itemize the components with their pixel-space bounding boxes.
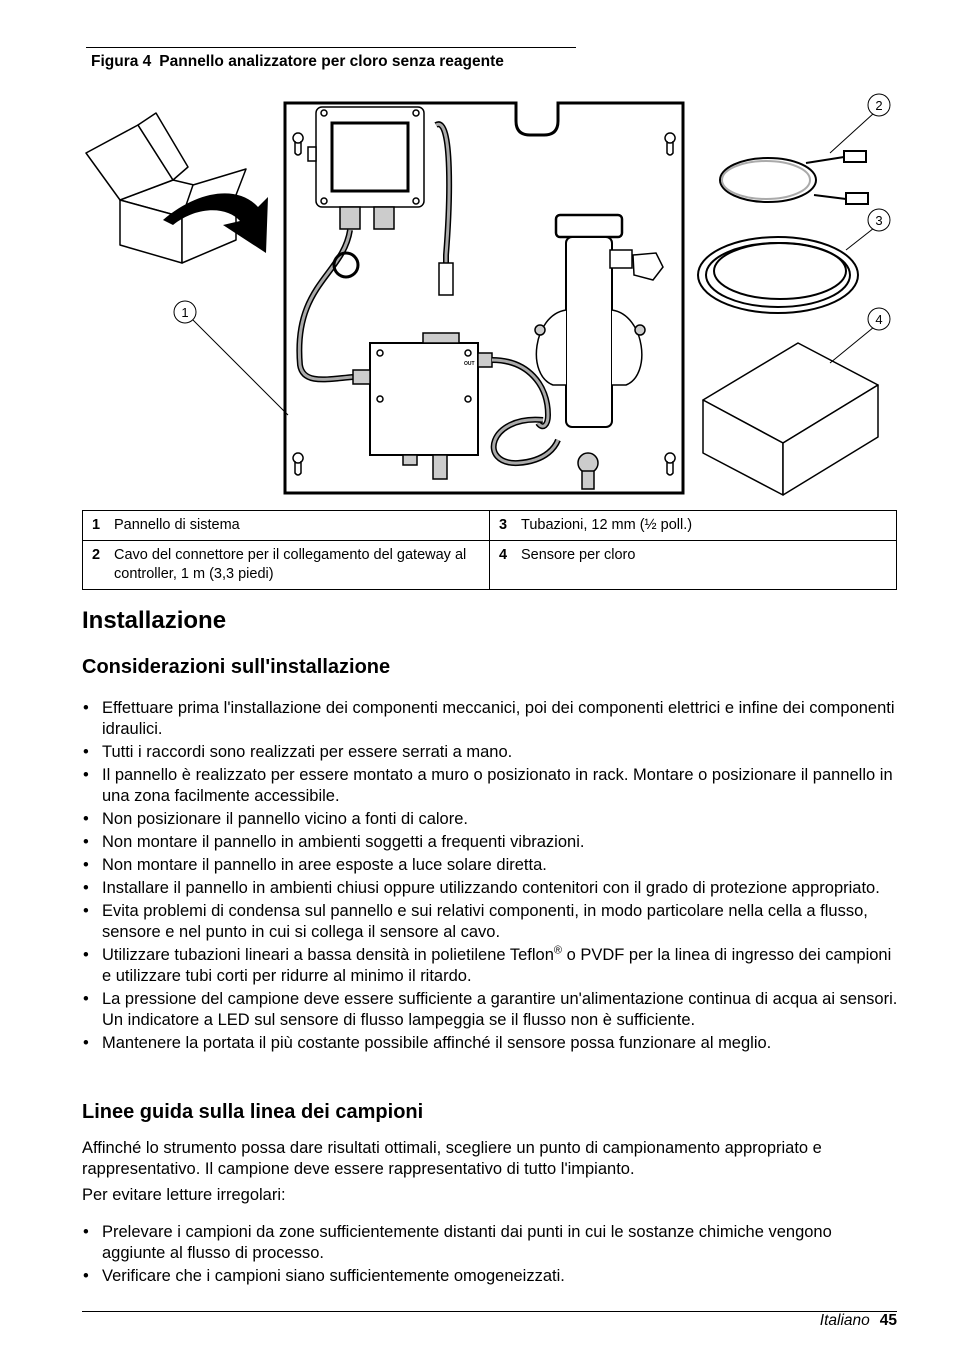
table-row <box>83 541 897 590</box>
list-item: • Verificare che i campioni siano sufficientemente omogeneizzati. <box>82 1266 898 1287</box>
list-item: • Prelevare i campioni da zone sufficientemente distanti dai punti in cui le sostanze chimiche vengono aggiunte al flusso di processo. <box>82 1222 898 1264</box>
figure-legend-table <box>82 510 897 590</box>
sample-line-list <box>82 1222 898 1289</box>
legend-number: 1 <box>92 517 101 533</box>
list-item: • Installare il pannello in ambienti chiusi oppure utilizzando contenitori con il grado di protezione appropriato. <box>82 878 898 899</box>
section-title: Installazione <box>82 607 227 634</box>
footer-rule <box>82 1311 897 1312</box>
open-box-illustration <box>86 113 246 263</box>
cable-coil <box>720 151 868 204</box>
list-item: • Il pannello è realizzato per essere montato a muro o posizionato in rack. Montare o posizionare il pannello in una zona facilmente accessibile. <box>82 765 898 807</box>
figure-caption-rule <box>86 47 576 48</box>
legend-number: 2 <box>92 547 101 563</box>
considerations-heading: Considerazioni sull'installazione <box>82 656 391 678</box>
list-item <box>82 945 898 987</box>
figure-label: Figura 4 <box>91 53 152 70</box>
legend-cell <box>83 511 490 541</box>
list-item: • Non posizionare il pannello vicino a fonti di calore. <box>82 809 898 830</box>
out-label: OUT <box>464 361 475 367</box>
legend-text: Pannello di sistema <box>114 517 240 533</box>
legend-number: 4 <box>499 547 508 563</box>
legend-number: 3 <box>499 517 508 533</box>
list-item: • Mantenere la portata il più costante possibile affinché il sensore possa funzionare al meglio. <box>82 1033 898 1054</box>
list-item: • Non montare il pannello in ambienti soggetti a frequenti vibrazioni. <box>82 832 898 853</box>
legend-text: Tubazioni, 12 mm (½ poll.) <box>521 517 693 533</box>
page-footer <box>820 1312 897 1330</box>
legend-cell <box>490 541 897 590</box>
sample-line-intro: Per evitare letture irregolari: <box>82 1186 286 1204</box>
legend-text: Cavo del connettore per il collegamento del gateway al controller, 1 m (3,3 piedi) <box>114 547 467 582</box>
sensor-box <box>703 343 878 495</box>
footer-language: Italiano <box>819 1312 870 1329</box>
callout-1: 1 <box>181 305 189 320</box>
considerations-list <box>82 698 898 1056</box>
figure-illustration <box>78 85 898 500</box>
legend-cell <box>490 511 897 541</box>
table-row <box>83 511 897 541</box>
legend-text: Sensore per cloro <box>521 547 636 563</box>
sample-line-paragraph: Affinché lo strumento possa dare risultati ottimali, scegliere un punto di campionamento appropriato e rappresentativo. Il campione deve essere rappresentativo di tutto l'impianto. <box>82 1139 822 1178</box>
list-item: • Tutti i raccordi sono realizzati per essere serrati a mano. <box>82 742 898 763</box>
callout-3: 3 <box>875 213 883 228</box>
teflon-text-post: o PVDF per la linea di ingresso dei campioni e utilizzare tubi corti per ridurre al minimo il ritardo. <box>102 946 892 985</box>
tubing-coil <box>698 237 858 313</box>
callout-4: 4 <box>875 312 883 327</box>
list-item: • La pressione del campione deve essere sufficiente a garantire un'alimentazione continua di acqua ai sensori. Un indicatore a LED sul sensore di flusso lampeggia se il flusso non è sufficiente. <box>82 989 898 1031</box>
list-item: • Effettuare prima l'installazione dei componenti meccanici, poi dei componenti elettrici e infine dei componenti idraulici. <box>82 698 898 740</box>
teflon-text-pre: Utilizzare tubazioni lineari a bassa densità in polietilene Teflon <box>102 946 554 964</box>
list-item: • Evita problemi di condensa sul pannello e sui relativi componenti, in modo particolare nella cella a flusso, sensore e nel punto in cui si collega il sensore al cavo. <box>82 901 898 943</box>
page-number: 45 <box>879 1312 897 1329</box>
legend-cell <box>83 541 490 590</box>
list-item: • Non montare il pannello in aree esposte a luce solare diretta. <box>82 855 898 876</box>
figure-title: Pannello analizzatore per cloro senza reagente <box>159 53 504 70</box>
callout-2: 2 <box>875 98 883 113</box>
sample-line-heading: Linee guida sulla linea dei campioni <box>82 1101 424 1123</box>
registered-mark: ® <box>553 944 562 957</box>
figure-caption <box>91 53 504 71</box>
